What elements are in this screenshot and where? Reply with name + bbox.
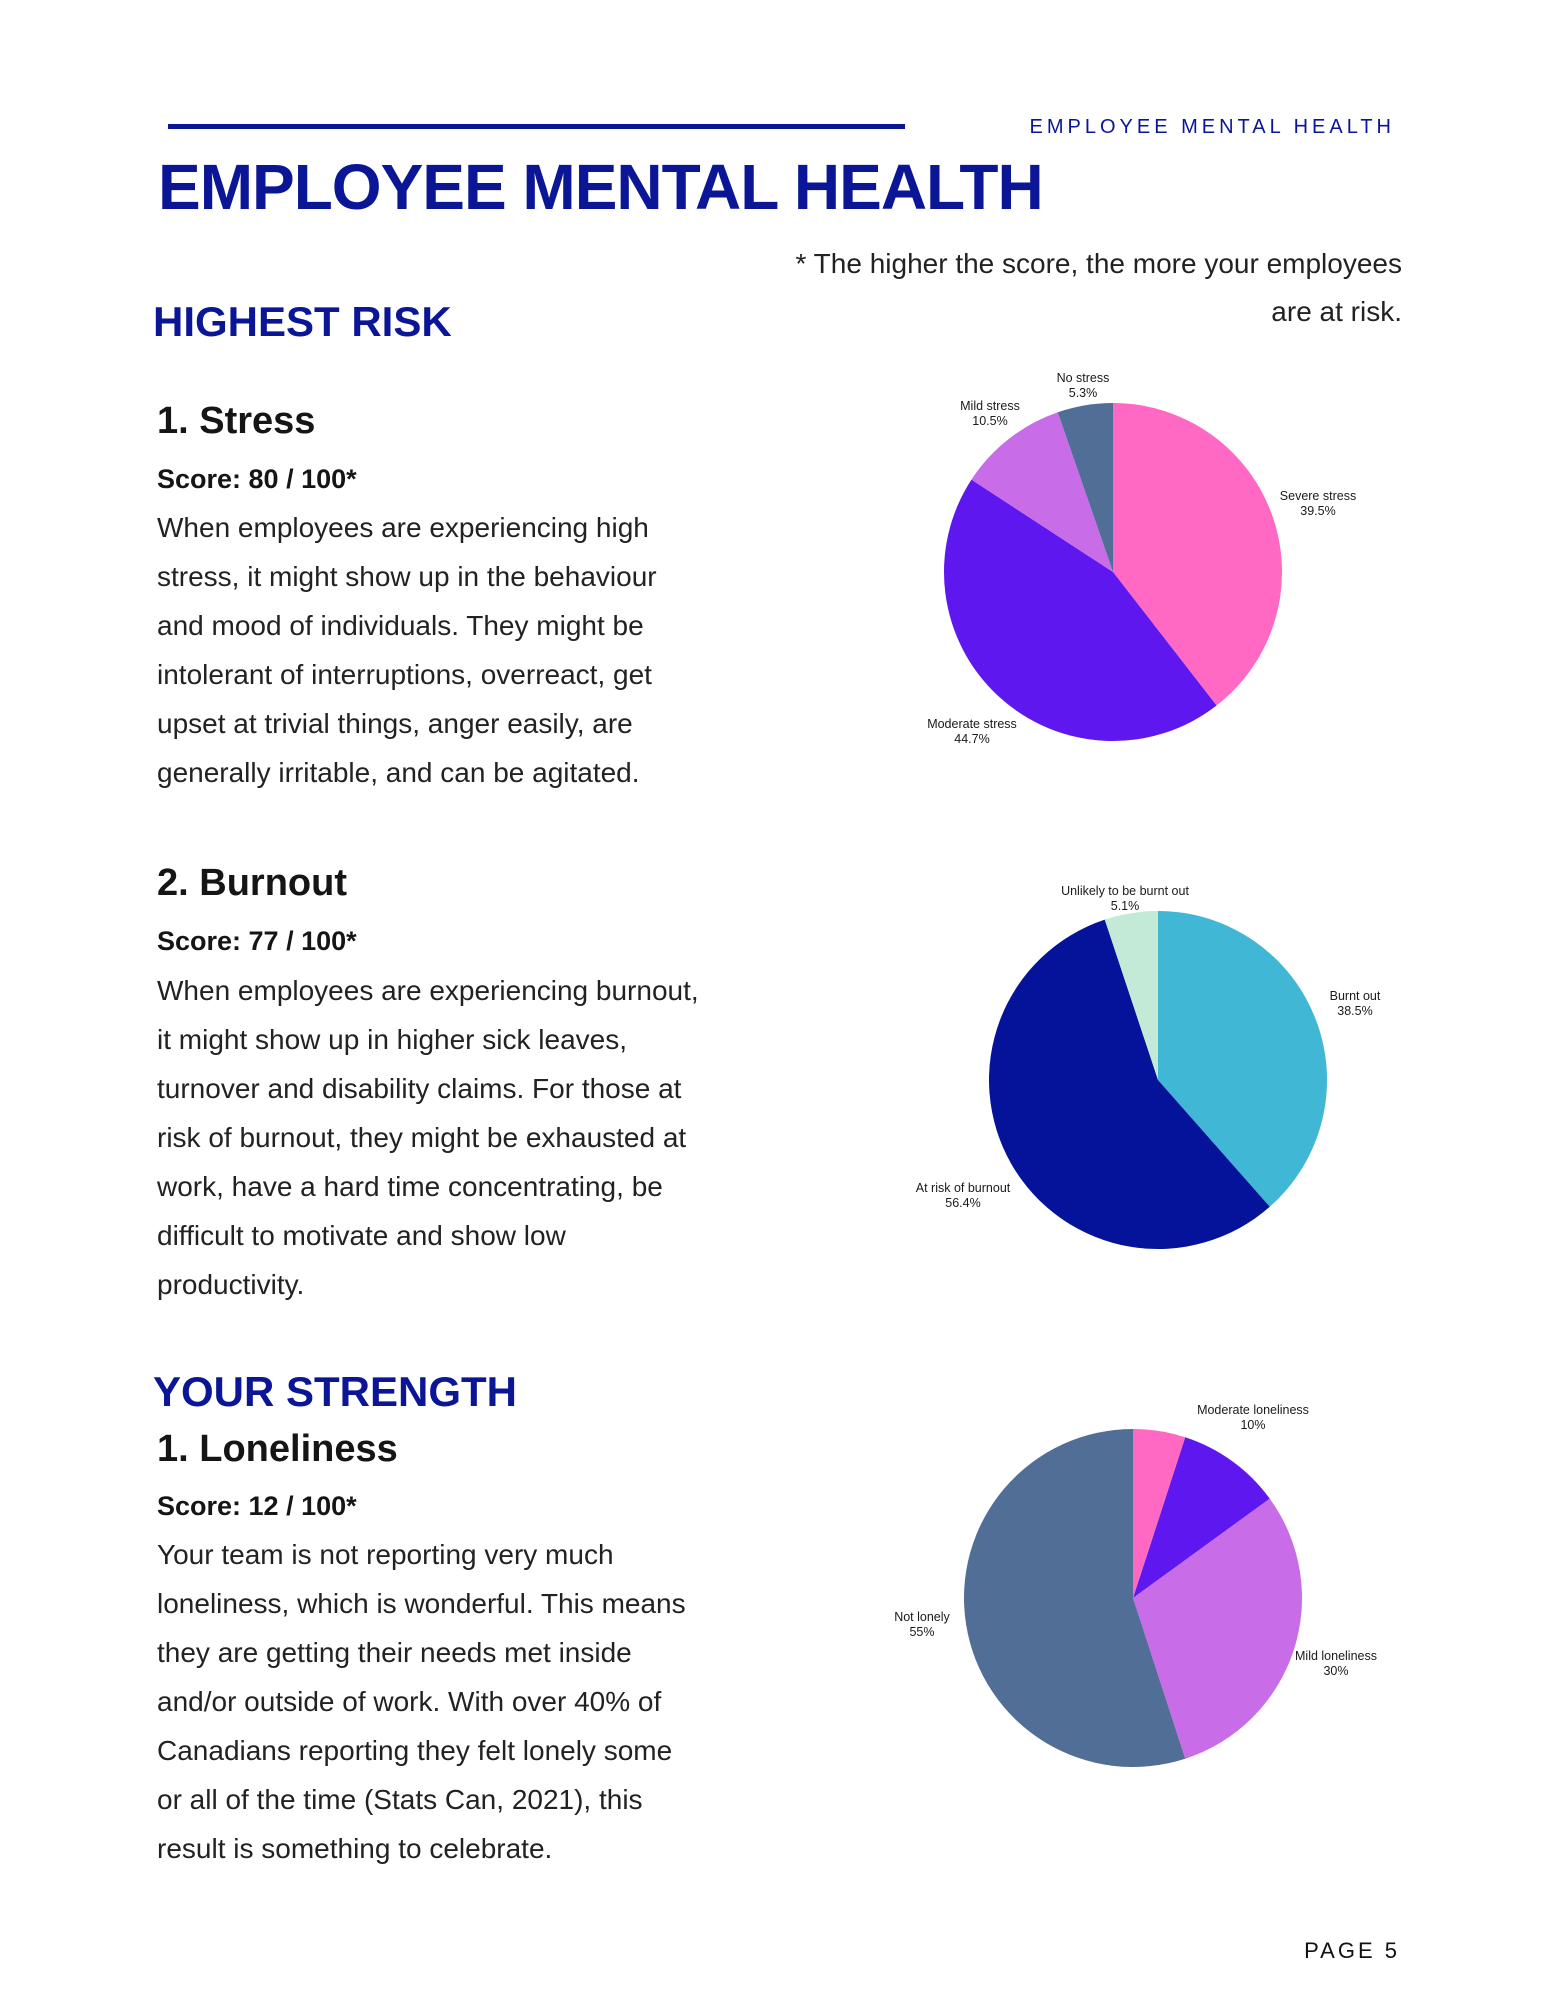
description-line: Your team is not reporting very much [157, 1539, 614, 1570]
item-title-burnout: 2. Burnout [157, 862, 347, 904]
header-tag: EMPLOYEE MENTAL HEALTH [1029, 116, 1395, 138]
description-line: or all of the time (Stats Can, 2021), this [157, 1784, 643, 1815]
slice-value-label: 38.5% [1337, 1004, 1373, 1018]
slice-label: Mild loneliness [1295, 1649, 1377, 1663]
slice-value-label: 39.5% [1300, 504, 1336, 518]
item-title-stress: 1. Stress [157, 400, 316, 442]
slice-value-label: 10.5% [972, 414, 1008, 428]
item-description-loneliness [157, 1530, 757, 1873]
item-score-stress: Score: 80 / 100* [157, 464, 357, 494]
slice-label: At risk of burnout [915, 1181, 1011, 1195]
slice-label: Mild stress [960, 399, 1020, 413]
slice-value-label: 30% [1323, 1664, 1349, 1678]
description-line: difficult to motivate and show low [157, 1220, 566, 1251]
slice-value-label: 5.3% [1068, 386, 1098, 400]
description-line: work, have a hard time concentrating, be [157, 1171, 663, 1202]
page-number: PAGE 5 [1304, 1938, 1400, 1963]
description-line: When employees are experiencing high [157, 512, 649, 543]
slice-label: Unlikely to be burnt out [1061, 884, 1189, 898]
stress-pie-chart [900, 360, 1400, 780]
slice-label: No stress [1056, 371, 1110, 385]
slice-value-label: 5.1% [1110, 899, 1140, 913]
description-line: and/or outside of work. With over 40% of [157, 1686, 662, 1717]
slice-label: Moderate loneliness [1197, 1403, 1309, 1417]
description-line: and mood of individuals. They might be [157, 610, 644, 641]
loneliness-pie-chart [880, 1390, 1400, 1790]
item-title-loneliness: 1. Loneliness [157, 1428, 398, 1470]
description-line: they are getting their needs met inside [157, 1637, 632, 1668]
item-description-stress [157, 503, 757, 797]
description-line: it might show up in higher sick leaves, [157, 1024, 627, 1055]
score-note: * The higher the score, the more your employees are at risk. [795, 248, 1402, 327]
description-line: stress, it might show up in the behaviour [157, 561, 657, 592]
slice-label: Severe stress [1279, 489, 1357, 503]
description-line: risk of burnout, they might be exhausted at [157, 1122, 687, 1153]
slice-value-label: 56.4% [945, 1196, 981, 1210]
item-description-burnout [157, 966, 757, 1309]
description-line: intolerant of interruptions, overreact, get [157, 659, 652, 690]
description-line: generally irritable, and can be agitated. [157, 757, 640, 788]
description-line: Canadians reporting they felt lonely some [157, 1735, 673, 1766]
page-title: EMPLOYEE MENTAL HEALTH [158, 151, 1043, 223]
slice-label: Moderate stress [927, 717, 1017, 731]
description-line: upset at trivial things, anger easily, are [157, 708, 633, 739]
slice-value-label: 55% [909, 1625, 935, 1639]
description-line: result is something to celebrate. [157, 1833, 553, 1864]
section-heading-your-strength: YOUR STRENGTH [153, 1368, 518, 1415]
section-heading-highest-risk: HIGHEST RISK [153, 298, 452, 345]
item-score-loneliness: Score: 12 / 100* [157, 1491, 357, 1521]
description-line: productivity. [157, 1269, 305, 1300]
slice-label: Not lonely [894, 1610, 950, 1624]
slice-value-label: 44.7% [954, 732, 990, 746]
header-rule [168, 124, 905, 129]
description-line: When employees are experiencing burnout, [157, 975, 699, 1006]
burnout-pie-chart [900, 870, 1400, 1290]
description-line: turnover and disability claims. For those at [157, 1073, 682, 1104]
slice-label: Burnt out [1329, 989, 1381, 1003]
item-score-burnout: Score: 77 / 100* [157, 926, 357, 956]
slice-value-label: 10% [1240, 1418, 1266, 1432]
description-line: loneliness, which is wonderful. This means [157, 1588, 686, 1619]
